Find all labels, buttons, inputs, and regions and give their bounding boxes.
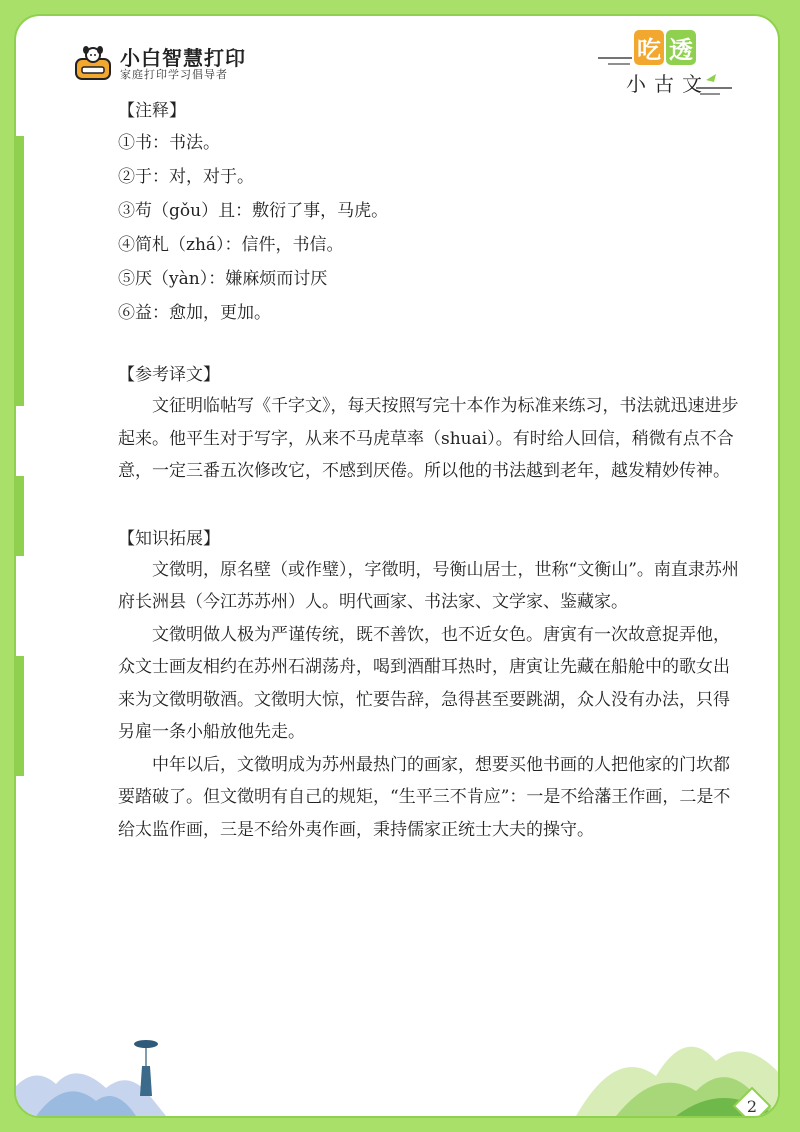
decorative-strip bbox=[16, 136, 24, 406]
decorative-strip bbox=[16, 476, 24, 556]
brand-slogan: 家庭打印学习倡导者 bbox=[120, 67, 228, 81]
decorative-strip bbox=[16, 656, 24, 776]
series-badge bbox=[596, 30, 736, 100]
series-subtitle: 小古文 bbox=[626, 72, 710, 96]
note-item: ⑤厌（yàn）：嫌麻烦而讨厌 bbox=[118, 269, 328, 289]
mountain-landscape-illustration bbox=[16, 966, 780, 1116]
main-content bbox=[118, 96, 744, 846]
note-item: ②于：对，对于。 bbox=[118, 167, 254, 187]
brand-name: 小白智慧打印 bbox=[120, 45, 246, 70]
note-item: ④简札（zhá）：信件，书信。 bbox=[118, 235, 344, 255]
series-title-tou: 透 bbox=[666, 30, 696, 65]
translation-paragraph: 文征明临帖写《千字文》，每天按照写完十本作为标准来练习，书法就迅速进步起来。他平生对于写字，从来不马虎草率（shuai）。有时给人回信，稍微有点不合意，一定三番五次修改它，不感到厌倦。所以他的书法越到老年，越发精妙传神。 bbox=[118, 396, 739, 481]
extension-paragraph: 中年以后，文徵明成为苏州最热门的画家，想要买他书画的人把他家的门坎都要踏破了。但文徵明有自己的规矩，“生平三不肯应”：一是不给藩王作画，二是不给太监作画，三是不给外夷作画，秉持儒家正统士大夫的操守。 bbox=[118, 754, 731, 840]
note-item: ①书：书法。 bbox=[118, 133, 220, 153]
page-number: 2 bbox=[746, 1096, 758, 1116]
page bbox=[14, 14, 780, 1118]
translation-heading: 【参考译文】 bbox=[118, 365, 220, 385]
page-number-badge bbox=[732, 1086, 772, 1118]
brand-logo bbox=[74, 40, 246, 88]
series-title-chi: 吃 bbox=[634, 30, 664, 65]
note-item: ③苟（gǒu）且：敷衍了事，马虎。 bbox=[118, 201, 389, 221]
printer-dog-icon bbox=[74, 45, 112, 83]
extension-heading: 【知识拓展】 bbox=[118, 528, 220, 549]
notes-heading: 【注释】 bbox=[118, 101, 186, 121]
note-item: ⑥益：愈加，更加。 bbox=[118, 303, 271, 323]
extension-paragraph: 文徵明，原名壁（或作璧），字徵明，号衡山居士，世称“文衡山”。南直隶苏州府长洲县（今江苏苏州）人。明代画家、书法家、文学家、鉴藏家。 bbox=[118, 559, 739, 612]
extension-paragraph: 文徵明做人极为严谨传统，既不善饮，也不近女色。唐寅有一次故意捉弄他，众文士画友相约在苏州石湖荡舟，喝到酒酣耳热时，唐寅让先藏在船舱中的歌女出来为文徵明敬酒。文徵明大惊，忙要告辞，急得甚至要跳湖，众人没有办法，只得另雇一条小船放他先走。 bbox=[118, 624, 730, 742]
